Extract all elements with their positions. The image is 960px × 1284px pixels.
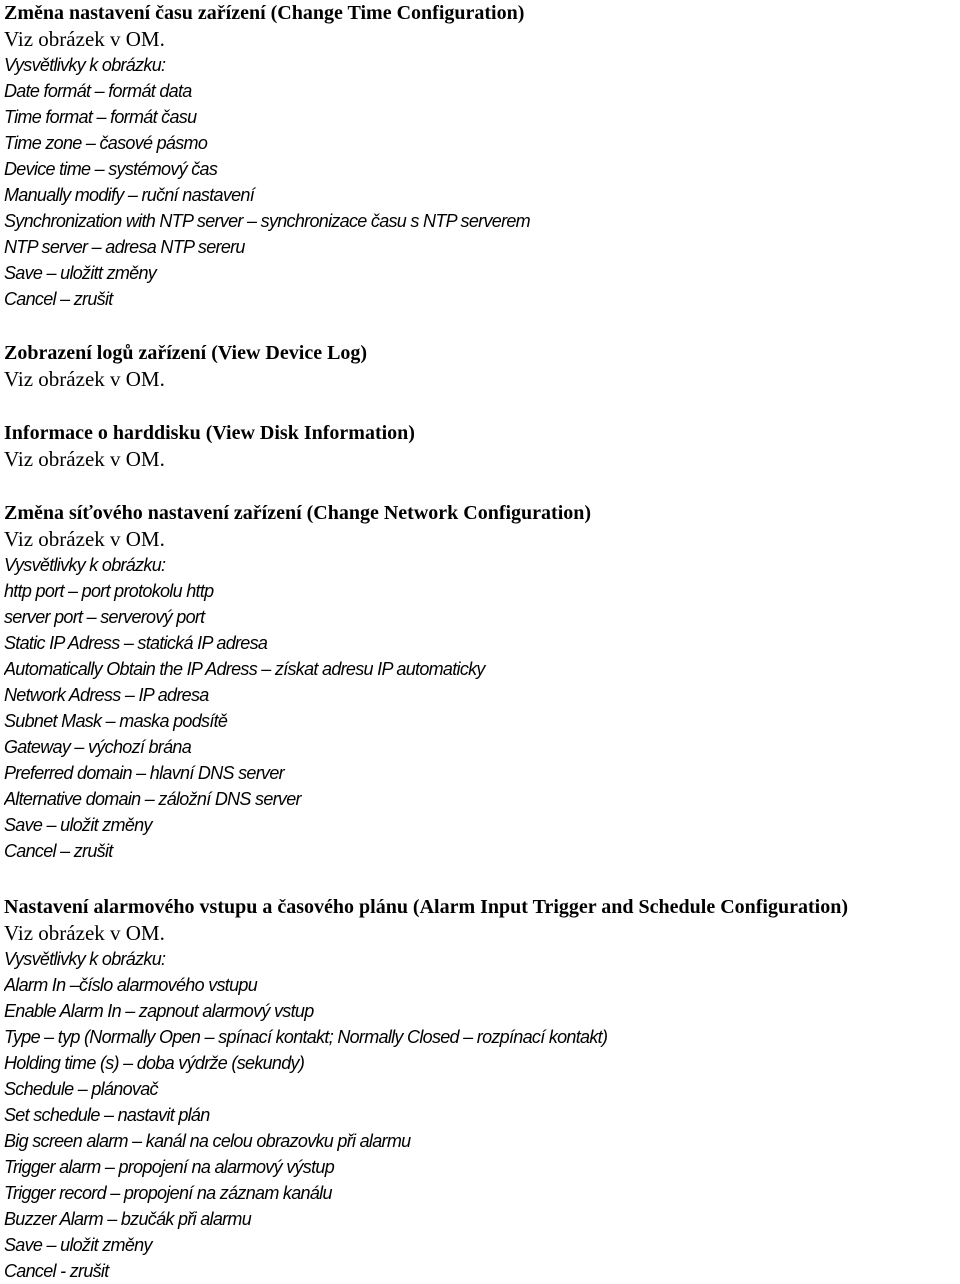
section-alarm-input <box>4 894 958 1284</box>
legend-item: NTP server – adresa NTP sereru <box>4 237 245 257</box>
legend-item: Manually modify – ruční nastavení <box>4 185 255 205</box>
legend-item: Alternative domain – záložní DNS server <box>4 789 301 809</box>
legend-item: Preferred domain – hlavní DNS server <box>4 763 284 783</box>
legend-item: Save – uložit změny <box>4 1235 152 1255</box>
figure-reference: Viz obrázek v OM. <box>4 921 165 945</box>
legend-item: Trigger alarm – propojení na alarmový výstup <box>4 1157 335 1177</box>
section-device-log <box>4 340 958 392</box>
section-heading: Změna nastavení času zařízení (Change Time Configuration) <box>4 2 525 24</box>
legend-item: Date formát – formát data <box>4 81 192 101</box>
section-network-config <box>4 500 958 864</box>
legend-item: Network Adress – IP adresa <box>4 685 209 705</box>
legend-item: http port – port protokolu http <box>4 581 214 601</box>
legend-item: Set schedule – nastavit plán <box>4 1105 210 1125</box>
legend-item: Trigger record – propojení na záznam kanálu <box>4 1183 332 1203</box>
legend-title: Vysvětlivky k obrázku: <box>4 55 166 75</box>
legend-item: Time zone – časové pásmo <box>4 133 208 153</box>
section-heading: Změna síťového nastavení zařízení (Change Network Configuration) <box>4 502 592 524</box>
legend-item: Gateway – výchozí brána <box>4 737 192 757</box>
legend-item: Save – uložit změny <box>4 815 152 835</box>
section-heading: Nastavení alarmového vstupu a časového plánu (Alarm Input Trigger and Schedule Configuration) <box>4 896 848 918</box>
legend-title: Vysvětlivky k obrázku: <box>4 555 166 575</box>
legend-item: Big screen alarm – kanál na celou obrazovku při alarmu <box>4 1131 411 1151</box>
legend-item: Synchronization with NTP server – synchronizace času s NTP serverem <box>4 211 530 231</box>
legend-item: Enable Alarm In – zapnout alarmový vstup <box>4 1001 314 1021</box>
legend-item: Device time – systémový čas <box>4 159 218 179</box>
section-heading: Zobrazení logů zařízení (View Device Log) <box>4 342 368 364</box>
legend-item: Cancel – zrušit <box>4 289 113 309</box>
figure-reference: Viz obrázek v OM. <box>4 527 165 551</box>
legend-item: server port – serverový port <box>4 607 205 627</box>
legend-item: Cancel - zrušit <box>4 1261 109 1281</box>
legend-item: Automatically Obtain the IP Adress – získat adresu IP automaticky <box>4 659 485 679</box>
section-disk-info <box>4 420 958 472</box>
legend-item: Type – typ (Normally Open – spínací kontakt; Normally Closed – rozpínací kontakt) <box>4 1027 608 1047</box>
document-body <box>4 0 958 1284</box>
figure-reference: Viz obrázek v OM. <box>4 447 165 471</box>
legend-item: Alarm In –číslo alarmového vstupu <box>4 975 258 995</box>
legend-item: Subnet Mask – maska podsítě <box>4 711 228 731</box>
legend-item: Save – uložitt změny <box>4 263 157 283</box>
legend-title: Vysvětlivky k obrázku: <box>4 949 166 969</box>
figure-reference: Viz obrázek v OM. <box>4 27 165 51</box>
legend-item: Static IP Adress – statická IP adresa <box>4 633 268 653</box>
legend-item: Cancel – zrušit <box>4 841 113 861</box>
legend-item: Schedule – plánovač <box>4 1079 158 1099</box>
legend-item: Time format – formát času <box>4 107 197 127</box>
legend-item: Holding time (s) – doba výdrže (sekundy) <box>4 1053 305 1073</box>
legend-item: Buzzer Alarm – bzučák při alarmu <box>4 1209 252 1229</box>
section-heading: Informace o harddisku (View Disk Information) <box>4 422 415 444</box>
figure-reference: Viz obrázek v OM. <box>4 367 165 391</box>
section-time-config <box>4 0 958 312</box>
